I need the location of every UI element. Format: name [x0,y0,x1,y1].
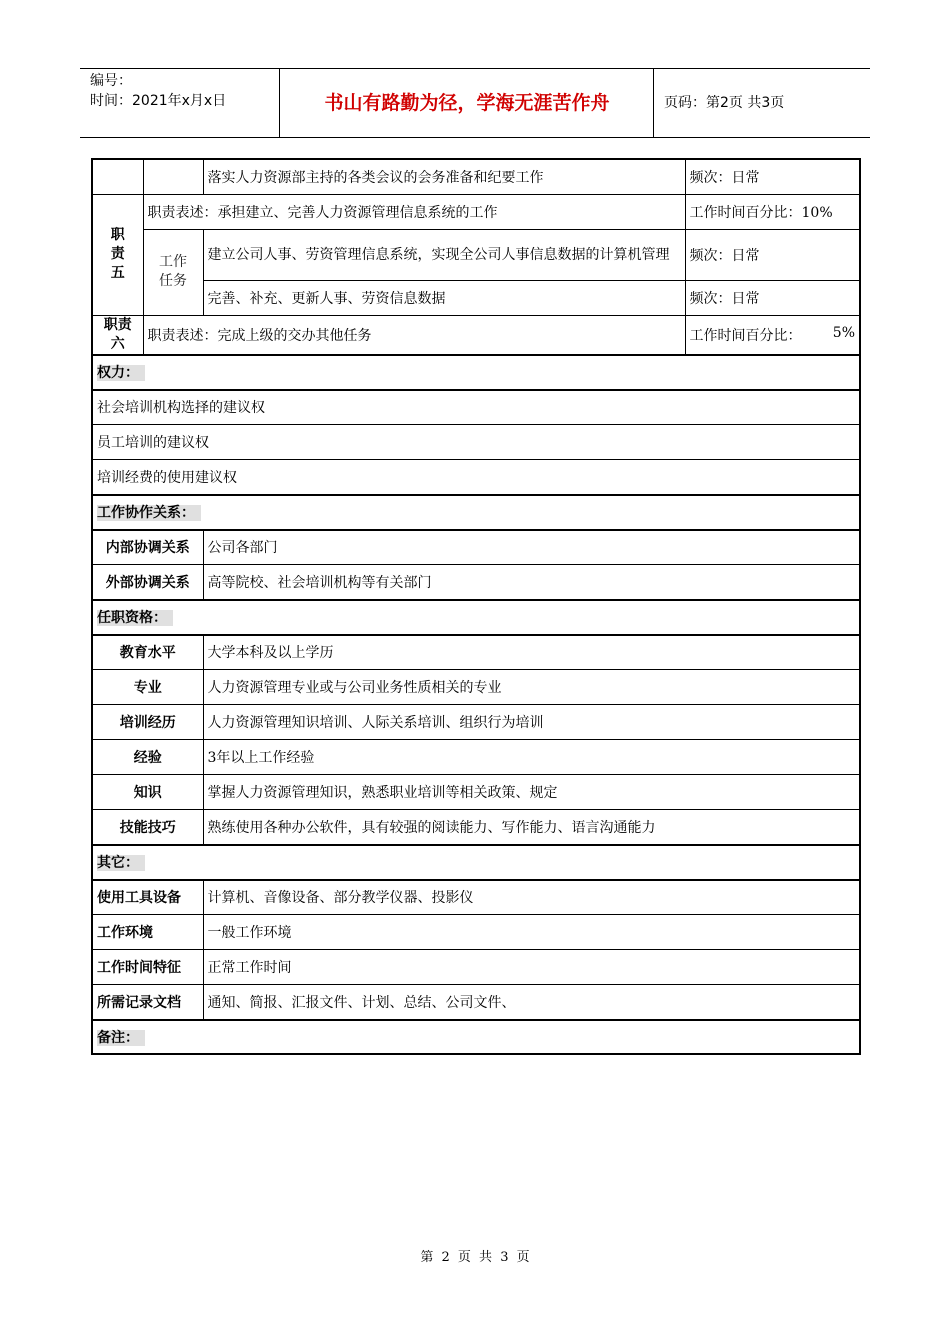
table-row [92,845,860,880]
other-label: 工作环境 [92,915,203,950]
other-value: 通知、简报、汇报文件、计划、总结、公司文件、 [203,985,860,1020]
work-tasks-label: 工作任务 [143,229,203,315]
qualification-value: 掌握人力资源管理知识，熟悉职业培训等相关政策、规定 [203,775,860,810]
other-value: 计算机、音像设备、部分教学仪器、投影仪 [203,880,860,915]
table-row [92,229,860,280]
table-row [92,565,860,600]
qualification-label: 技能技巧 [92,810,203,845]
qualification-value: 3年以上工作经验 [203,740,860,775]
section-powers-title: 权力： [92,355,860,390]
other-value: 正常工作时间 [203,950,860,985]
table-row [92,460,860,495]
qualification-label: 知识 [92,775,203,810]
qualification-label: 教育水平 [92,635,203,670]
duty-five-label: 职责五 [92,194,143,315]
table-row [92,194,860,229]
table-row [92,280,860,315]
table-row [92,315,860,355]
section-remarks-title: 备注： [92,1020,860,1054]
job-description-table [91,158,861,1055]
other-label: 所需记录文档 [92,985,203,1020]
table-row [92,635,860,670]
header-meta [80,69,280,137]
work-task-label-cell [143,159,203,194]
qualification-value: 人力资源管理专业或与公司业务性质相关的专业 [203,670,860,705]
table-row [92,880,860,915]
relation-label: 内部协调关系 [92,530,203,565]
table-row [92,810,860,845]
table-row [92,159,860,194]
qualification-value: 熟练使用各种办公软件，具有较强的阅读能力、写作能力、语言沟通能力 [203,810,860,845]
qualification-label: 经验 [92,740,203,775]
table-row [92,355,860,390]
table-row [92,1020,860,1054]
table-row [92,425,860,460]
duty-six-label: 职责六 [92,315,143,355]
doc-number-label: 编号： [90,73,132,89]
time-percentage-label: 工作时间百分比： [689,327,802,344]
task-frequency: 频次：日常 [685,280,860,315]
time-percentage-value: 5% [832,324,855,341]
qualification-value: 大学本科及以上学历 [203,635,860,670]
header-motto: 书山有路勤为径，学海无涯苦作舟 [281,69,654,137]
relation-value: 高等院校、社会培训机构等有关部门 [203,565,860,600]
section-qualifications-title: 任职资格： [92,600,860,635]
duty-five-time-percentage: 工作时间百分比：10% [685,194,860,229]
duty-label-cell [92,159,143,194]
page-header [80,68,870,138]
task-frequency: 频次：日常 [685,159,860,194]
section-other-title: 其它： [92,845,860,880]
power-item: 员工培训的建议权 [92,425,860,460]
table-row [92,390,860,425]
table-row [92,950,860,985]
task-text: 完善、补充、更新人事、劳资信息数据 [203,280,685,315]
table-row [92,775,860,810]
table-row [92,705,860,740]
task-text: 落实人力资源部主持的各类会议的会务准备和纪要工作 [203,159,685,194]
table-row [92,495,860,530]
relation-label: 外部协调关系 [92,565,203,600]
qualification-label: 专业 [92,670,203,705]
task-frequency: 频次：日常 [685,229,860,280]
duty-six-description: 职责表述：完成上级的交办其他任务 [143,315,685,355]
power-item: 培训经费的使用建议权 [92,460,860,495]
header-page-number: 页码：第2页 共3页 [664,95,785,111]
table-row [92,740,860,775]
qualification-label: 培训经历 [92,705,203,740]
table-row [92,670,860,705]
page-footer: 第 2 页 共 3 页 [420,1250,530,1265]
power-item: 社会培训机构选择的建议权 [92,390,860,425]
duty-six-time-percentage [685,315,860,355]
other-label: 使用工具设备 [92,880,203,915]
qualification-value: 人力资源管理知识培训、人际关系培训、组织行为培训 [203,705,860,740]
table-row [92,985,860,1020]
table-row [92,915,860,950]
duty-five-description: 职责表述：承担建立、完善人力资源管理信息系统的工作 [143,194,685,229]
table-row [92,530,860,565]
task-text: 建立公司人事、劳资管理信息系统，实现全公司人事信息数据的计算机管理 [203,229,685,280]
relation-value: 公司各部门 [203,530,860,565]
other-value: 一般工作环境 [203,915,860,950]
table-row [92,600,860,635]
doc-date: 时间：2021年x月x日 [90,93,227,109]
section-relations-title: 工作协作关系： [92,495,860,530]
other-label: 工作时间特征 [92,950,203,985]
